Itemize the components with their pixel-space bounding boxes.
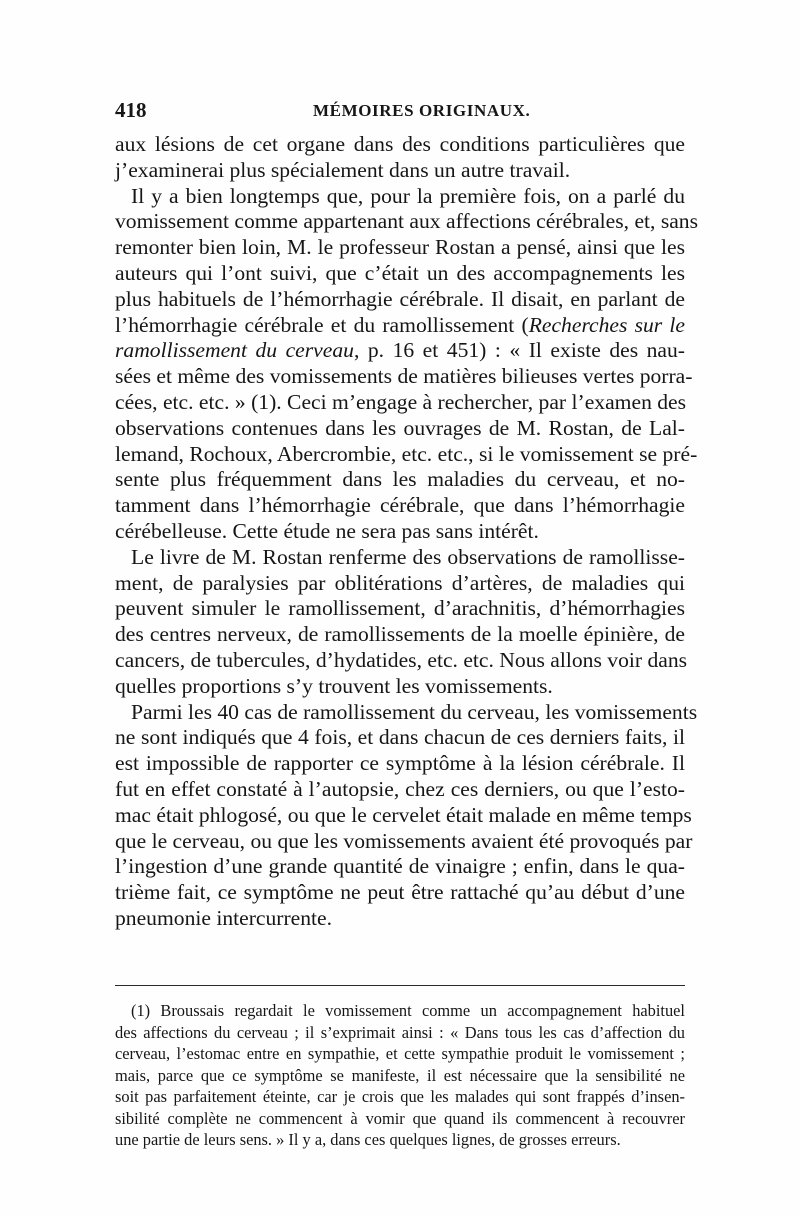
text-line: lemand, Rochoux, Abercrombie, etc. etc., si le vomissement se pré- [115,441,698,466]
text-fragment: l’hémorrhagie cérébrale et du ramollissement ( [115,312,529,337]
page-header [115,98,685,128]
italic-title: ramollissement du cerveau [115,338,354,363]
text-line: cérébelleuse. Cette étude ne sera pas sans intérêt. [115,518,539,543]
text-line: cées, etc. etc. » (1). Ceci m’engage à rechercher, par l’examen des [115,389,687,414]
text-line: Il y a bien longtemps que, pour la première fois, on a parlé du [131,183,685,208]
footnote-line: une partie de leurs sens. » Il y a, dans ces quelques lignes, de grosses erreurs. [115,1130,621,1149]
footnote-line: sibilité complète ne commencent à vomir que quand ils commencent à recouvrer [115,1108,685,1128]
text-line: peuvent simuler le ramollissement, d’arachnitis, d’hémorrhagies [115,596,685,621]
text-line: des centres nerveux, de ramollissements de la moelle épinière, de [115,622,685,647]
text-line-with-title [115,313,685,339]
paragraph-1 [115,132,685,184]
footnote-line: soit pas parfaitement éteinte, car je crois que les malades qui sont frappés d’insen- [115,1087,685,1106]
paragraph-3 [115,544,688,700]
text-line: auteurs qui l’ont suivi, que c’était un des accompagnements les [115,260,685,285]
text-line: fut en effet constaté à l’autopsie, chez ces derniers, ou que l’esto- [115,776,685,801]
running-title: MÉMOIRES ORIGINAUX. [313,101,531,120]
footnote-line: (1) Broussais regardait le vomissement comme un accompagnement habituel [131,1001,685,1020]
text-line: tamment dans l’hémorrhagie cérébrale, que dans l’hémorrhagie [115,493,685,518]
text-line: que le cerveau, ou que les vomissements avaient été provoqués par [115,828,693,853]
text-line: sente plus fréquemment dans les maladies du cerveau, et no- [115,467,685,492]
page-number: 418 [115,98,147,122]
text-line: trième fait, ce symptôme ne peut être rattaché qu’au début d’une [115,880,685,905]
text-line: plus habituels de l’hémorrhagie cérébrale. Il disait, en parlant de [115,286,685,311]
footnote-line: cerveau, l’estomac entre en sympathie, et cette sympathie produit le vomissement ; [115,1044,685,1063]
text-fragment: , p. 16 et 451) : « Il existe des nau- [353,338,685,363]
footnote-divider [115,985,685,986]
text-line: pneumonie intercurrente. [115,905,333,930]
italic-title: Recherches sur le [528,312,685,337]
text-line: j’examinerai plus spécialement dans un autre travail. [115,157,571,182]
text-line: est impossible de rapporter ce symptôme à la lésion cérébrale. Il [115,751,685,776]
text-line: sées et même des vomissements de matières bilieuses vertes porra- [115,364,693,389]
text-line: observations contenues dans les ouvrages de M. Rostan, de Lal- [115,415,685,440]
footnote [115,1000,685,1151]
paragraph-4 [115,699,698,932]
text-line: Parmi les 40 cas de ramollissement du cerveau, les vomissements [131,699,698,724]
text-line-with-title [115,338,685,364]
text-line: Le livre de M. Rostan renferme des observations de ramollisse- [131,544,685,569]
body-text [115,132,699,932]
text-line: ne sont indiqués que 4 fois, et dans chacun de ces derniers faits, il [115,725,685,750]
text-line: quelles proportions s’y trouvent les vomissements. [115,673,553,698]
paragraph-2 [115,183,699,545]
footnote-line: mais, parce que ce symptôme se manifeste, il est nécessaire que la sensibilité ne [115,1065,685,1085]
footnote-line: des affections du cerveau ; il s’exprimait ainsi : « Dans tous les cas d’affection du [115,1022,685,1042]
text-line: l’ingestion d’une grande quantité de vinaigre ; enfin, dans le qua- [115,854,685,879]
text-line: vomissement comme appartenant aux affections cérébrales, et, sans [115,209,699,234]
text-line: cancers, de tubercules, d’hydatides, etc. etc. Nous allons voir dans [115,647,688,672]
text-line: remonter bien loin, M. le professeur Rostan a pensé, ainsi que les [115,235,685,260]
text-line: mac était phlogosé, ou que le cervelet était malade en même temps [115,802,692,827]
text-line: aux lésions de cet organe dans des conditions particulières que [115,132,685,156]
text-line: ment, de paralysies par oblitérations d’artères, de maladies qui [115,570,685,595]
